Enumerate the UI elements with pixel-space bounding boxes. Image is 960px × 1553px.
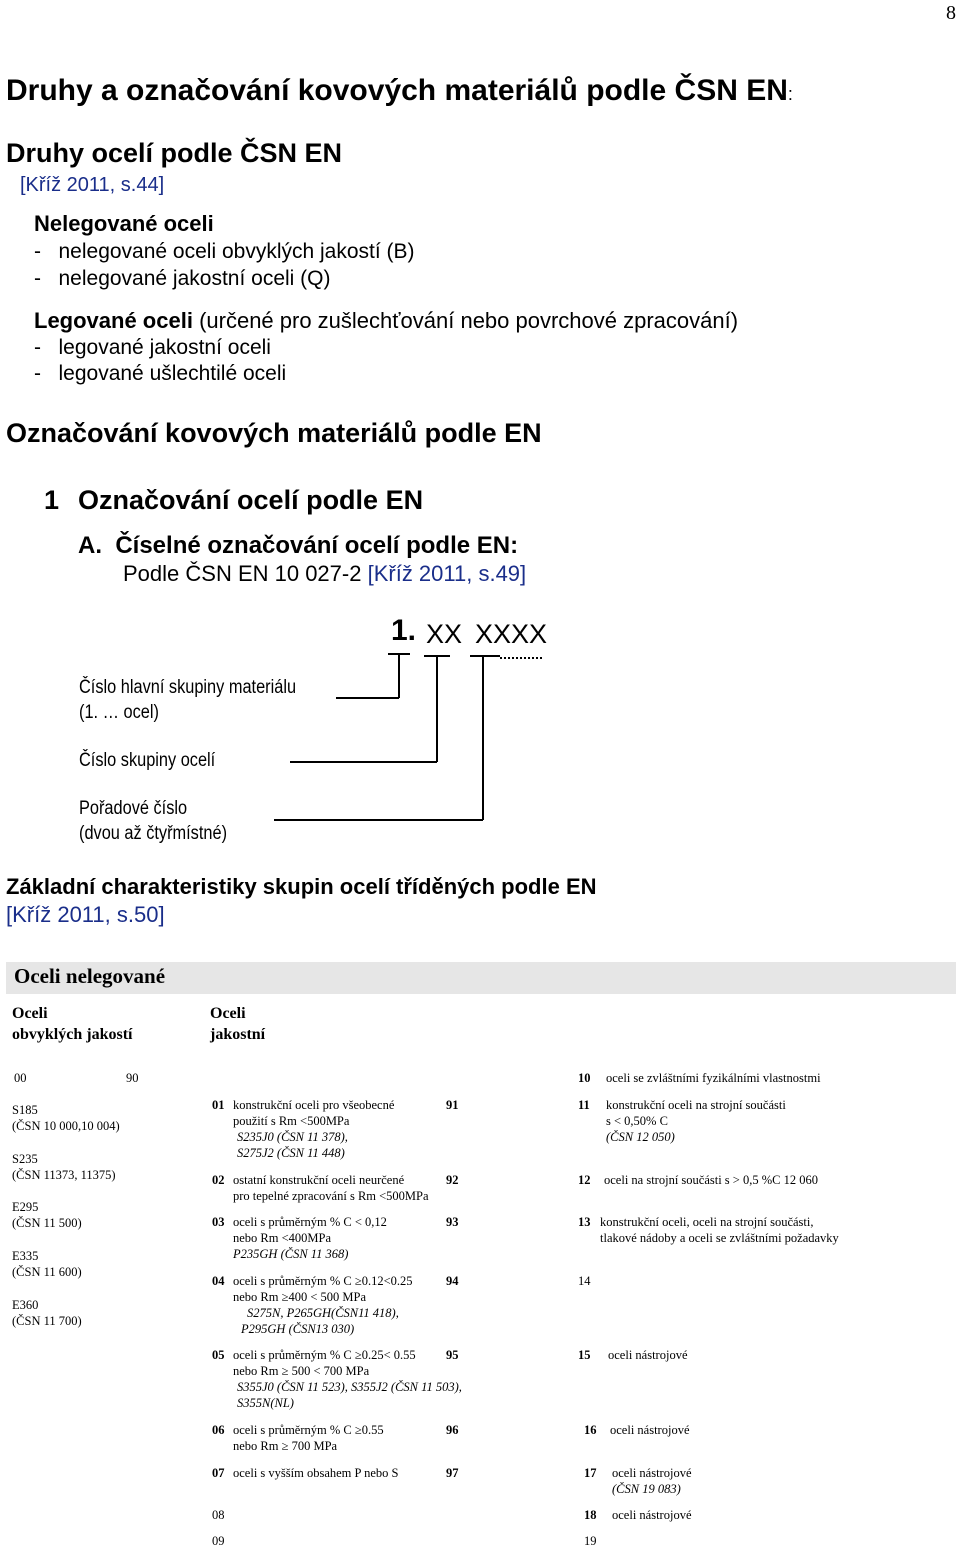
table-col1-item [12,1199,82,1231]
row-example: S355N(NL) [237,1396,294,1410]
row-example: (ČSN 12 050) [606,1130,675,1144]
row-line: tlakové nádoby a oceli se zvláštními požadavky [600,1231,839,1245]
row-description [606,1070,821,1086]
table-col1-header [12,1003,132,1045]
row-description [233,1422,384,1454]
alloyed-note: (určené pro zušlechťování nebo povrchové zpracování) [192,308,739,333]
table-col1-header-line: Oceli [12,1005,48,1022]
steel-grade-csn: (ČSN 11373, 11375) [12,1168,116,1182]
section-heading-marking: Označování kovových materiálů podle EN [6,418,542,448]
row-code: 10 [578,1071,591,1085]
diagram-label-serial-note: (dvou až čtyřmístné) [79,823,228,844]
row-description [612,1465,692,1497]
steel-grade-csn: (ČSN 11 600) [12,1265,82,1279]
row-code: 16 [584,1423,597,1437]
steel-grade: E360 [12,1298,39,1312]
table-col2-header-line: Oceli [210,1005,246,1022]
a-source: Podle ČSN EN 10 027-2 [123,561,362,586]
row-line: oceli nástrojové [612,1466,692,1480]
row-line: oceli s průměrným % C ≥0.25< 0.55 [233,1348,416,1362]
diagram-code-xxxx: XXXX [475,619,548,649]
row-line: oceli nástrojové [608,1348,688,1362]
diagram-label-main-group: Číslo hlavní skupiny materiálu [79,677,297,698]
page-title-colon: : [787,84,793,104]
row-code: 01 [212,1098,225,1112]
row-description [233,1465,399,1481]
steel-grade-csn: (ČSN 11 700) [12,1314,82,1328]
table-col3-code: 19 [584,1534,597,1548]
steel-grade: E295 [12,1200,39,1214]
steel-grade-csn: (ČSN 10 000,10 004) [12,1119,120,1133]
table-col2-header-line: jakostní [210,1026,266,1043]
row-line: oceli se zvláštními fyzikálními vlastnostmi [606,1071,821,1085]
unalloyed-item: - nelegované jakostní oceli (Q) [34,267,331,290]
unalloyed-item: - nelegované oceli obvyklých jakostí (B) [34,240,415,263]
table-col1-header-line: obvyklých jakostí [12,1026,133,1043]
row-line: konstrukční oceli na strojní součásti [606,1098,786,1112]
diagram-label-main-group-note: (1. … ocel) [79,702,159,723]
diagram-code-main: 1. [391,614,417,647]
row-code: 18 [584,1508,597,1522]
row-example: S275J2 (ČSN 11 448) [237,1146,345,1160]
row-code2: 95 [446,1348,459,1362]
row-code2: 92 [446,1173,459,1187]
row-description [612,1507,692,1523]
row-line: oceli s průměrným % C ≥0.55 [233,1423,384,1437]
citation-steel-types: [Kříž 2011, s.44] [20,174,165,196]
row-code: 04 [212,1274,225,1288]
row-code2: 93 [446,1215,459,1229]
row-line: nebo Rm ≥400 < 500 MPa [233,1290,367,1304]
row-line: nebo Rm ≥ 700 MPa [233,1439,338,1453]
steel-grade-csn: (ČSN 11 500) [12,1216,82,1230]
row-code: 02 [212,1173,225,1187]
row-description [233,1273,413,1337]
row-code: 05 [212,1348,225,1362]
steel-grade: S235 [12,1152,38,1166]
row-line: použití s Rm <500MPa [233,1114,350,1128]
alloyed-item: - legované jakostní oceli [34,336,271,359]
table-col1-item [12,1151,116,1183]
row-description [604,1172,818,1188]
section-heading-characteristics: Základní charakteristiky skupin ocelí tříděných podle EN [6,874,597,899]
row-line: s < 0,50% C [606,1114,668,1128]
row-code2: 91 [446,1098,459,1112]
row-line: konstrukční oceli pro všeobecné [233,1098,395,1112]
row-line: oceli nástrojové [610,1423,690,1437]
diagram-label-steel-group: Číslo skupiny ocelí [79,750,216,771]
row-code: 15 [578,1348,591,1362]
row-code: 07 [212,1466,225,1480]
steel-grade: E335 [12,1249,39,1263]
section-heading-steel-types: Druhy ocelí podle ČSN EN [6,138,343,168]
row-code2: 97 [446,1466,459,1480]
row-code: 06 [212,1423,225,1437]
row-line: oceli s průměrným % C < 0,12 [233,1215,387,1229]
row-code: 11 [578,1098,590,1112]
row-line: ostatní konstrukční oceli neurčené [233,1173,405,1187]
diagram-label-serial: Pořadové číslo [79,798,188,819]
a-heading: A. Číselné označování ocelí podle EN: [78,532,519,559]
row-line: oceli nástrojové [612,1508,692,1522]
row-description [600,1214,839,1246]
row-example: S275N, P265GH(ČSN11 418), [247,1306,399,1320]
row-description [606,1097,786,1145]
table-col1-code: 90 [126,1071,139,1085]
row-example: P295GH (ČSN13 030) [241,1322,355,1336]
row-code2: 94 [446,1274,459,1288]
row-line: oceli s vyšším obsahem P nebo S [233,1466,399,1480]
row-line: nebo Rm <400MPa [233,1231,332,1245]
row-description [233,1097,394,1161]
row-line: oceli na strojní součásti s > 0,5 %C 12 060 [604,1173,818,1187]
unalloyed-heading: Nelegované oceli [34,211,214,236]
row-line: konstrukční oceli, oceli na strojní součásti, [600,1215,814,1229]
page-title-text: Druhy a označování kovových materiálů podle ČSN EN [6,74,788,107]
alloyed-heading: Legované oceli [34,308,193,333]
sub-heading: Označování ocelí podle EN [78,485,424,515]
alloyed-item: - legované ušlechtilé oceli [34,362,287,385]
row-code: 03 [212,1215,225,1229]
steel-grade: S185 [12,1103,38,1117]
page-number: 8 [946,2,956,24]
table-col2-code: 09 [212,1534,225,1548]
table-col1-item [12,1297,82,1329]
table-title: Oceli nelegované [14,964,166,988]
row-code2: 96 [446,1423,459,1437]
row-line: nebo Rm ≥ 500 < 700 MPa [233,1364,370,1378]
row-example: (ČSN 19 083) [612,1482,681,1496]
a-citation: [Kříž 2011, s.49] [367,561,527,586]
diagram-code-xx: XX [426,619,463,649]
citation-characteristics: [Kříž 2011, s.50] [6,902,165,927]
sub-number: 1 [44,485,60,515]
row-description [610,1422,690,1438]
table-col1-item [12,1248,82,1280]
table-col1-code: 00 [14,1071,27,1085]
row-description [233,1214,387,1262]
row-description [608,1347,688,1363]
row-code: 12 [578,1173,591,1187]
table-col2-code: 08 [212,1508,225,1522]
row-line: oceli s průměrným % C ≥0.12<0.25 [233,1274,413,1288]
row-description [233,1172,429,1204]
row-line: pro tepelné zpracování s Rm <500MPa [233,1189,429,1203]
table-col1-item [12,1102,120,1134]
row-example: P235GH (ČSN 11 368) [233,1247,349,1261]
row-description [233,1347,462,1411]
row-code: 13 [578,1215,591,1229]
table-col3-code: 14 [578,1274,591,1288]
row-code: 17 [584,1466,597,1480]
row-example: S235J0 (ČSN 11 378), [237,1130,348,1144]
row-example: S355J0 (ČSN 11 523), S355J2 (ČSN 11 503), [237,1380,462,1394]
table-col2-header [210,1003,265,1045]
